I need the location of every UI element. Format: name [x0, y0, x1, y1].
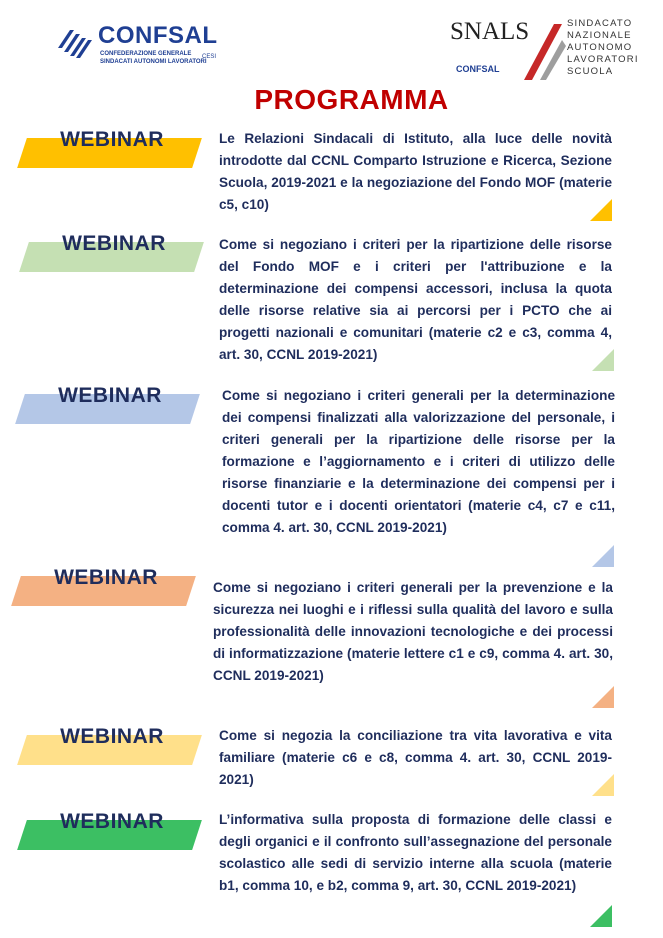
snals-line: LAVORATORI: [567, 54, 639, 65]
page-title: PROGRAMMA: [254, 84, 449, 115]
webinar-description-5: Come si negozia la conciliazione tra vita lavorativa e vita familiare (materie c6 e c8, comma 4. art. 30, CCNL 2019-2021): [219, 728, 612, 787]
webinar-label: WEBINAR: [60, 725, 164, 748]
webinar-banner-5: [22, 725, 202, 761]
cesi-mark: CESI: [202, 54, 217, 60]
snals-full-name: [567, 18, 639, 78]
webinar-description-1: Le Relazioni Sindacali di Istituto, alla luce delle novità introdotte dal CCNL Comparto Istruzione e Ricerca, Sezione Scuola, 2019-2021 e la negoziazione del Fondo MOF (materie c5, c10): [219, 131, 612, 212]
confsal-stripes-icon: [56, 22, 96, 62]
webinar-label: WEBINAR: [62, 232, 166, 255]
webinar-banner-2: [24, 232, 204, 268]
webinar-banner-6: [22, 810, 202, 846]
snals-line: AUTONOMO: [567, 42, 633, 53]
corner-triangle-icon: [590, 199, 612, 221]
snals-name: SNALS: [450, 18, 530, 45]
webinar-banner-3: [20, 384, 200, 420]
webinar-label: WEBINAR: [60, 128, 164, 151]
snals-confsal-mark: CONFSAL: [456, 64, 500, 74]
webinar-label: WEBINAR: [54, 566, 158, 589]
snals-ribbon-icon: [516, 20, 568, 84]
webinar-description-3: Come si negoziano i criteri generali per la determinazione dei compensi finalizzati alla valorizzazione del personale, i criteri generali per la ripartizione delle risorse per la formazione e l’aggiornamento e i criteri di utilizzo delle risorse finanziarie e la determinazione dei compensi per i docenti tutor e i docenti orientatori (materie c4, c7 e c11, comma 4. art. 30, CCNL 2019-2021): [222, 388, 615, 535]
webinar-label: WEBINAR: [58, 384, 162, 407]
webinar-description-4: Come si negoziano i criteri generali per la prevenzione e la sicurezza nei luoghi e i riflessi sulla qualità del lavoro e sulla professionalità delle innovazioni tecnologiche e dei processi di informatizzazione (materie lettere c1 e c9, comma 4. art. 30, CCNL 2019-2021): [213, 580, 613, 683]
confsal-logo: [56, 20, 226, 68]
corner-triangle-icon: [592, 774, 614, 796]
confsal-subtitle-2: SINDACATI AUTONOMI LAVORATORI: [100, 59, 207, 65]
snals-line: SINDACATO: [567, 18, 633, 29]
webinar-label: WEBINAR: [60, 810, 164, 833]
snals-line: NAZIONALE: [567, 30, 632, 41]
confsal-name: CONFSAL: [98, 22, 218, 49]
confsal-subtitle-1: CONFEDERAZIONE GENERALE: [100, 51, 192, 57]
webinar-banner-1: [22, 128, 202, 164]
corner-triangle-icon: [592, 349, 614, 371]
corner-triangle-icon: [592, 545, 614, 567]
snals-line: SCUOLA: [567, 66, 614, 77]
webinar-description-2: Come si negoziano i criteri per la ripartizione delle risorse del Fondo MOF e i criteri per l'attribuzione e la determinazione dei compensi accessori, inclusa la quota delle risorse relative sia ai percorsi per i PCTO che ai progetti nazionali e comunitari (materie c2 e c3, comma 4, art. 30, CCNL 2019-2021): [219, 237, 612, 362]
webinar-description-6: L’informativa sulla proposta di formazione delle classi e degli organici e il confronto sull’assegnazione del personale scolastico alle sedi di servizio interne alla scuola (materie b1, comma 10, e b2, comma 9, art. 30, CCNL 2019-2021): [219, 812, 612, 893]
corner-triangle-icon: [590, 905, 612, 927]
corner-triangle-icon: [592, 686, 614, 708]
snals-logo: [450, 16, 640, 84]
webinar-banner-4: [16, 566, 196, 602]
